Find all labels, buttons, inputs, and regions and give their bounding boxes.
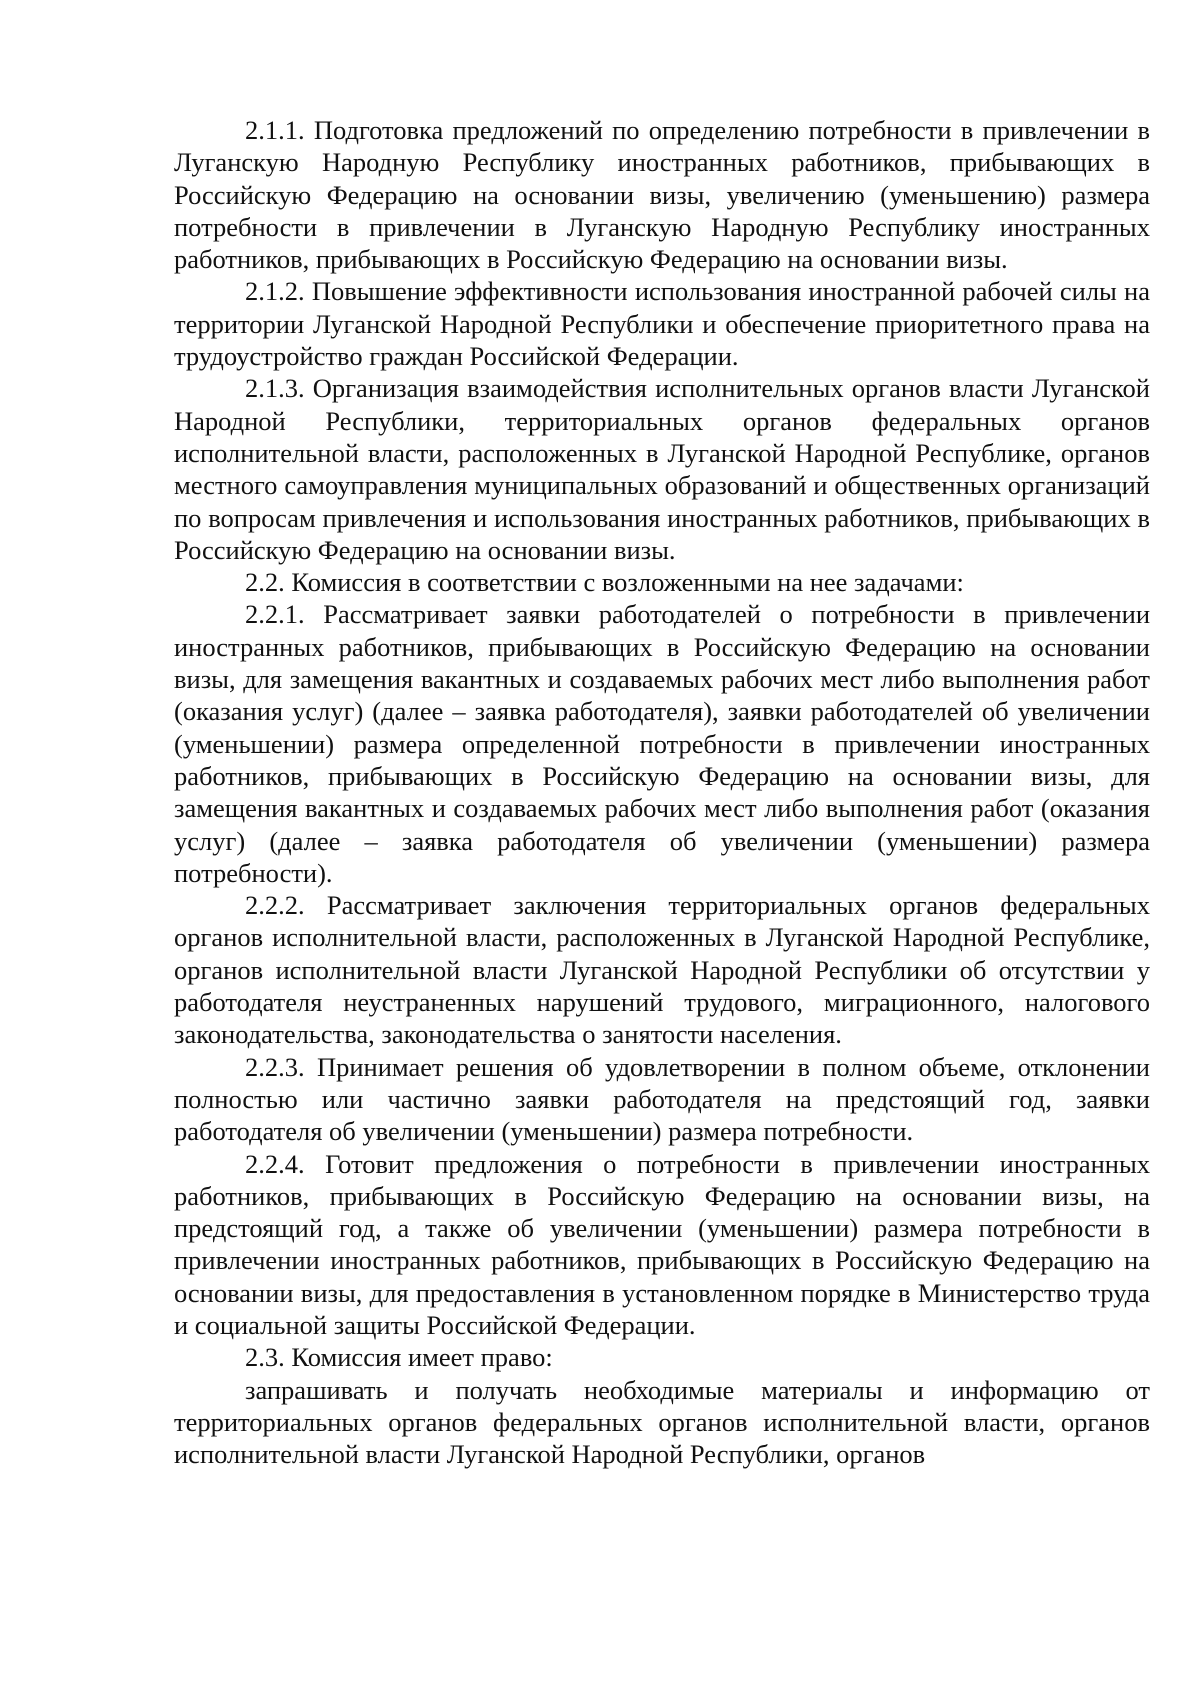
document-page (174, 114, 1150, 1470)
paragraph-2-2-3: 2.2.3. Принимает решения об удовлетворении в полном объеме, отклонении полностью или частично заявки работодателя на предстоящий год, заявки работодателя об увеличении (уменьшении) размера потребности. (174, 1051, 1150, 1147)
paragraph-2-1-3: 2.1.3. Организация взаимодействия исполнительных органов власти Луганской Народной Республики, территориальных органов федеральных органов исполнительной власти, расположенных в Луганской Народной Республике, органов местного самоуправления муниципальных образований и общественных организаций по вопросам привлечения и использования иностранных работников, прибывающих в Российскую Федерацию на основании визы. (174, 373, 1150, 565)
paragraph-2-2-2: 2.2.2. Рассматривает заключения территориальных органов федеральных органов исполнительной власти, расположенных в Луганской Народной Республике, органов исполнительной власти Луганской Народной Республики об отсутствии у работодателя неустраненных нарушений трудового, миграционного, налогового законодательства, законодательства о занятости населения. (174, 890, 1150, 1050)
paragraph-2-2-4: 2.2.4. Готовит предложения о потребности в привлечении иностранных работников, прибывающих в Российскую Федерацию на основании визы, на предстоящий год, а также об увеличении (уменьшении) размера потребности в привлечении иностранных работников, прибывающих в Российскую Федерацию на основании визы, для предоставления в установленном порядке в Министерство труда и социальной защиты Российской Федерации. (174, 1148, 1150, 1340)
paragraph-2-2-1: 2.2.1. Рассматривает заявки работодателей о потребности в привлечении иностранных работников, прибывающих в Российскую Федерацию на основании визы, для замещения вакантных и создаваемых рабочих мест либо выполнения работ (оказания услуг) (далее – заявка работодателя), заявки работодателей об увеличении (уменьшении) размера определенной потребности в привлечении иностранных работников, прибывающих в Российскую Федерацию на основании визы, для замещения вакантных и создаваемых рабочих мест либо выполнения работ (оказания услуг) (далее – заявка работодателя об увеличении (уменьшении) размера потребности). (174, 599, 1150, 888)
paragraph-2-1-2: 2.1.2. Повышение эффективности использования иностранной рабочей силы на территории Луганской Народной Республики и обеспечение приоритетного права на трудоустройство граждан Российской Федерации. (174, 276, 1150, 372)
paragraph-2-2: 2.2. Комиссия в соответствии с возложенными на нее задачами: (245, 567, 964, 598)
paragraph-2-1-1: 2.1.1. Подготовка предложений по определению потребности в привлечении в Луганскую Народную Республику иностранных работников, прибывающих в Российскую Федерацию на основании визы, увеличению (уменьшению) размера потребности в привлечении в Луганскую Народную Республику иностранных работников, прибывающих в Российскую Федерацию на основании визы. (174, 115, 1150, 275)
paragraph-2-3: 2.3. Комиссия имеет право: (245, 1342, 553, 1373)
paragraph-rights-continued: запрашивать и получать необходимые материалы и информацию от территориальных органов федеральных органов исполнительной власти, органов исполнительной власти Луганской Народной Республики, органов (174, 1374, 1150, 1470)
